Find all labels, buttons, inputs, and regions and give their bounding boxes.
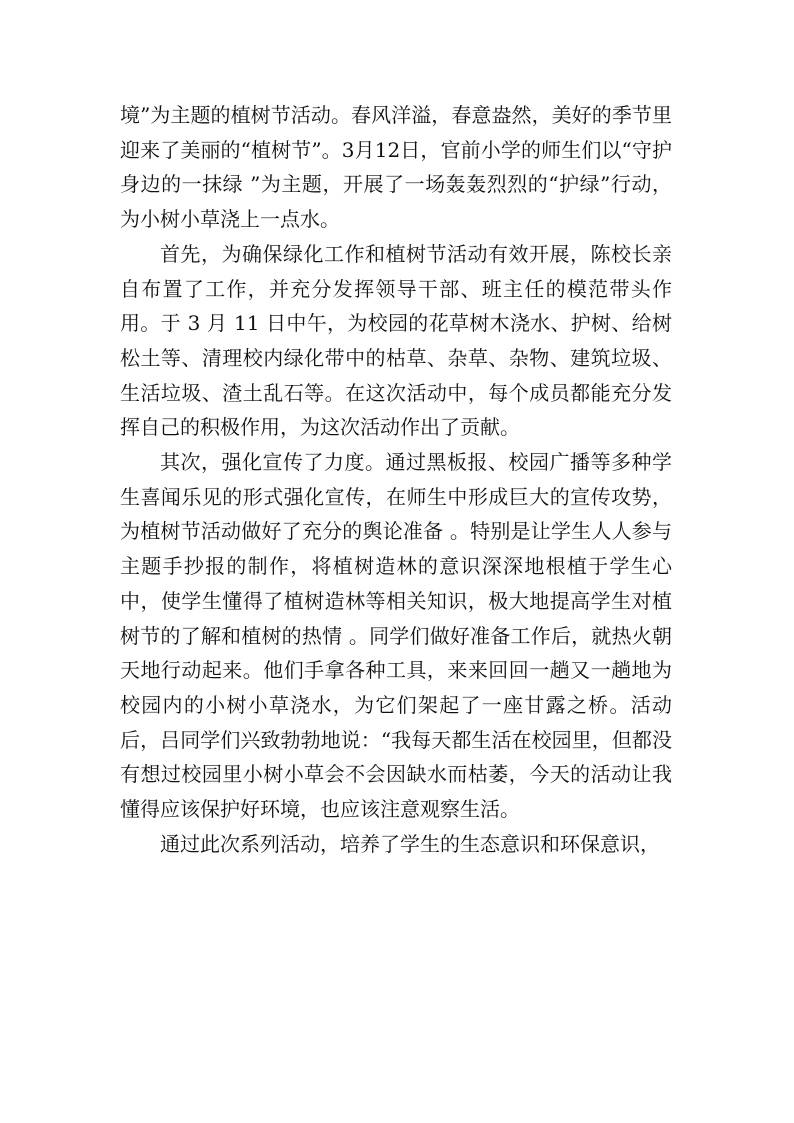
paragraph-first-measure: 首先，为确保绿化工作和植树节活动有效开展，陈校长亲自布置了工作，并充分发挥领导干部、班主任的模范带头作用。于 3 月 11 日中午，为校园的花草树木浇水、护树、给树松土等、清理校内绿化带中的枯草、杂草、杂物、建筑垃圾、生活垃圾、渣土乱石等。在这次活动中，每个成员都能充分发挥自己的积极作用，为这次活动作出了贡献。: [120, 241, 672, 440]
paragraph-conclusion: 通过此次系列活动，培养了学生的生态意识和环保意识，: [160, 831, 660, 856]
paragraph-continuation: 境”为主题的植树节活动。春风洋溢，春意盎然，美好的季节里迎来了美丽的“植树节”。3月12日，官前小学的师生们以“守护身边的一抹绿 ”为主题，开展了一场轰轰烈烈的“护绿”行动，为小树小草浇上一点水。: [120, 103, 672, 232]
paragraph-second-measure: 其次，强化宣传了力度。通过黑板报、校园广播等多种学生喜闻乐见的形式强化宣传，在师生中形成巨大的宣传攻势，为植树节活动做好了充分的舆论准备 。特别是让学生人人参与主题手抄报的制作，将植树造林的意识深深地根植于学生心中，使学生懂得了植树造林等相关知识，极大地提高学生对植树节的了解和植树的热情 。同学们做好准备工作后，就热火朝天地行动起来。他们手拿各种工具，来来回回一趟又一趟地为校园内的小树小草浇水，为它们架起了一座甘露之桥。活动后，吕同学们兴致勃勃地说：“我每天都生活在校园里，但都没有想过校园里小树小草会不会因缺水而枯萎，今天的活动让我懂得应该保护好环境，也应该注意观察生活。: [120, 450, 672, 822]
body-text: [120, 98, 672, 861]
